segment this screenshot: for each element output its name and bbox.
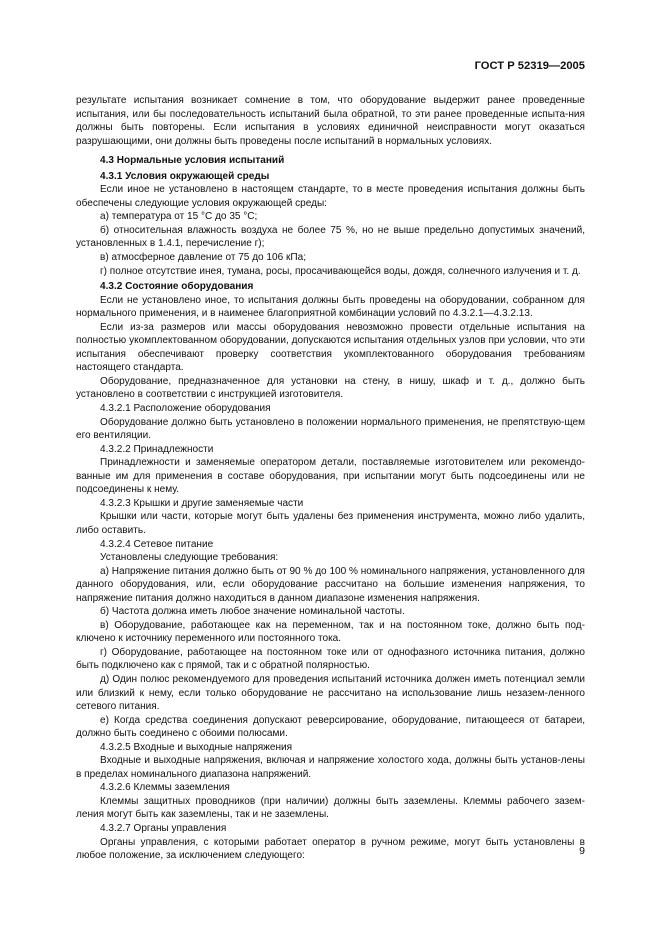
paragraph: результате испытания возникает сомнение в том, что оборудование выдержит ранее проведенные испытания, или бы последовательность испытаний была обратной, то эти ранее проведенные испыта-ния должны быть повторены. Если испытания в условиях единичной неисправности могут оказаться разрушающими, они должны быть проведены после испытаний в нормальных условиях. [76,95,585,147]
paragraph: Входные и выходные напряжения, включая и напряжение холостого хода, должны быть установ-лены в пределах номинального диапазона напряжений. [76,755,585,780]
list-item: б) относительная влажность воздуха не более 75 %, но не выше предельно допустимых значений, установленных в 1.4.1, перечисление г); [76,224,585,250]
list-item: г) полное отсутствие инея, тумана, росы, просачивающейся воды, дождя, солнечного излучения и т. д. [100,265,581,277]
paragraph: Если иное не установлено в настоящем стандарте, то в месте проведения испытания должны быть обеспечены следующие условия окружающей среды: [76,184,585,209]
list-item: в) атмосферное давление от 75 до 106 кПа; [100,252,306,264]
paragraph: Оборудование, предназначенное для установки на стену, в нишу, шкаф и т. д., должно быть установлено в соответствии с инструкцией изготовителя. [76,375,585,401]
list-item: а) температура от 15 °С до 35 °С; [100,211,258,223]
list-item: д) Один полюс рекомендуемого для проведения испытаний источника должен иметь потенциал земли или близкий к нему, если только оборудование не рассчитано на использование лишь незазем-ленного сетевого питания. [76,673,585,713]
list-item: г) Оборудование, работающее на постоянном токе или от однофазного источника питания, должно быть подключено как с прямой, так и с обратной полярностью. [76,646,585,672]
paragraph: Клеммы защитных проводников (при наличии) должны быть заземлены. Клеммы рабочего зазем-ления могут быть как заземлены, так и не заземлены. [76,795,585,821]
subsection-heading: 4.3.2.2 Принадлежности [100,443,214,455]
list-item: е) Когда средства соединения допускают реверсирование, оборудование, питающееся от батареи, должно быть соединено с обоими полюсами. [76,714,585,740]
document-body [76,94,585,863]
paragraph: Принадлежности и заменяемые оператором детали, поставляемые изготовителем или рекомендо-ванные им для применения в составе оборудования, при испытании могут быть подсоединены или не подсоединены к нему. [76,457,585,496]
paragraph: Установлены следующие требования: [100,552,279,564]
subsection-heading: 4.3.2.1 Расположение оборудования [100,403,271,415]
list-item: в) Оборудование, работающее как на переменном, так и на постоянном токе, должно быть под-ключено к источнику переменного или постоянного тока. [76,619,585,645]
standard-header: ГОСТ Р 52319—2005 [474,60,585,72]
subsection-heading: 4.3.2.4 Сетевое питание [100,538,214,550]
subsection-heading: 4.3.2.7 Органы управления [100,822,227,834]
subsection-heading: 4.3.2.6 Клеммы заземления [100,782,230,794]
list-item: а) Напряжение питания должно быть от 90 % до 100 % номинального напряжения, установленного для данного оборудования, или, если оборудование рассчитано на большие изменения напряжения, то напряжение питания должно находиться в данном диапазоне изменения напряжения. [76,565,585,604]
section-heading-4-3-1: 4.3.1 Условия окружающей среды [100,170,270,182]
paragraph: Оборудование должно быть установлено в положении нормального применения, не препятствую-щем его вентиляции. [76,416,585,442]
subsection-heading: 4.3.2.3 Крышки и другие заменяемые части [100,497,304,509]
section-heading-4-3-2: 4.3.2 Состояние оборудования [100,281,254,293]
list-item: б) Частота должна иметь любое значение номинальной частоты. [100,606,405,618]
subsection-heading: 4.3.2.5 Входные и выходные напряжения [100,741,293,753]
paragraph: Органы управления, с которыми работает оператор в ручном режиме, могут быть установлены в любое положение, за исключением следующего: [76,836,585,862]
paragraph: Если не установлено иное, то испытания должны быть проведены на оборудовании, собранном для нормального применения, и в наименее благоприятной комбинации условий по 4.3.2.1—4.3.2.13. [76,294,585,320]
page-number: 9 [579,845,585,857]
paragraph: Если из-за размеров или массы оборудования невозможно провести отдельные испытания на полностью укомплектованном оборудовании, допускаются испытания отдельных узлов при условии, что эти испытания обеспечивают проверку соответствия укомплектованного оборудования требованиям настоящего стандарта. [76,321,585,374]
section-heading-4-3: 4.3 Нормальные условия испытаний [100,155,285,167]
paragraph: Крышки или части, которые могут быть удалены без применения инструмента, можно либо удалить, либо оставить. [76,511,585,536]
